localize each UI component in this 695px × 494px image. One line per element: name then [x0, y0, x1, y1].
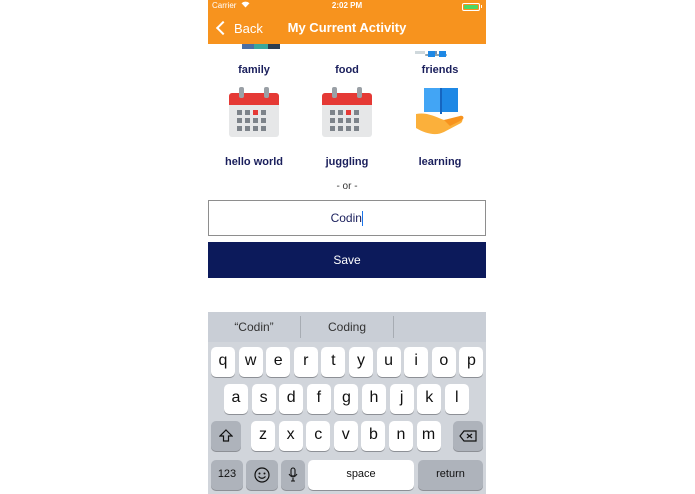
- activity-friends[interactable]: [394, 44, 486, 80]
- key-g[interactable]: g: [334, 384, 358, 414]
- key-l[interactable]: l: [445, 384, 469, 414]
- page-title: My Current Activity: [287, 20, 407, 35]
- shift-icon: [219, 429, 233, 443]
- keyboard: [208, 312, 486, 494]
- key-e[interactable]: e: [266, 347, 290, 377]
- calendar-icon: [229, 87, 279, 137]
- return-key[interactable]: return: [418, 460, 483, 490]
- key-k[interactable]: k: [417, 384, 441, 414]
- key-x[interactable]: x: [279, 421, 303, 451]
- shift-key[interactable]: [211, 421, 241, 451]
- emoji-icon: [254, 467, 270, 483]
- key-q[interactable]: q: [211, 347, 235, 377]
- emoji-key[interactable]: [246, 460, 278, 490]
- microphone-icon: [288, 467, 298, 483]
- dictation-key[interactable]: [281, 460, 305, 490]
- status-bar: [208, 0, 486, 12]
- key-z[interactable]: z: [251, 421, 275, 451]
- back-label: Back: [234, 20, 263, 36]
- suggestion-item[interactable]: Coding: [327, 320, 367, 334]
- or-separator: - or -: [336, 181, 358, 192]
- key-j[interactable]: j: [390, 384, 414, 414]
- backspace-icon: [459, 430, 477, 442]
- numbers-key[interactable]: 123: [211, 460, 243, 490]
- battery-icon: [462, 3, 480, 11]
- key-m[interactable]: m: [417, 421, 441, 451]
- key-a[interactable]: a: [224, 384, 248, 414]
- key-c[interactable]: c: [306, 421, 330, 451]
- key-r[interactable]: r: [294, 347, 318, 377]
- calendar-icon: [322, 87, 372, 137]
- key-b[interactable]: b: [361, 421, 385, 451]
- activity-label: juggling: [325, 156, 369, 168]
- activity-label: learning: [418, 156, 462, 168]
- family-icon: [242, 44, 288, 49]
- friends-icon: [428, 44, 448, 50]
- key-s[interactable]: s: [252, 384, 276, 414]
- activity-label: hello world: [224, 156, 284, 168]
- save-button[interactable]: Save: [208, 242, 486, 278]
- key-d[interactable]: d: [279, 384, 303, 414]
- key-v[interactable]: v: [334, 421, 358, 451]
- input-value: Codin: [330, 211, 362, 225]
- space-key[interactable]: space: [308, 460, 414, 490]
- suggestion-item[interactable]: “Codin”: [234, 320, 274, 334]
- backspace-key[interactable]: [453, 421, 483, 451]
- book-hand-icon: [414, 86, 466, 142]
- suggestion-item[interactable]: [394, 312, 486, 342]
- activity-label: food: [335, 64, 359, 76]
- key-u[interactable]: u: [377, 347, 401, 377]
- activity-text-field[interactable]: [208, 200, 486, 236]
- activity-label: friends: [421, 64, 459, 76]
- phone-screen: [208, 0, 486, 494]
- key-n[interactable]: n: [389, 421, 413, 451]
- key-w[interactable]: w: [239, 347, 263, 377]
- carrier-label: Carrier: [212, 1, 237, 10]
- text-cursor: [362, 211, 364, 226]
- activity-family[interactable]: [208, 44, 300, 80]
- activity-food[interactable]: [301, 44, 393, 80]
- activity-learning[interactable]: [394, 86, 486, 172]
- status-time: 2:02 PM: [331, 1, 363, 10]
- key-t[interactable]: t: [321, 347, 345, 377]
- suggestion-bar: [208, 312, 486, 342]
- navigation-bar: [208, 12, 486, 44]
- key-f[interactable]: f: [307, 384, 331, 414]
- activity-juggling[interactable]: [301, 86, 393, 172]
- activity-hello-world[interactable]: [208, 86, 300, 172]
- key-y[interactable]: y: [349, 347, 373, 377]
- key-i[interactable]: i: [404, 347, 428, 377]
- key-h[interactable]: h: [362, 384, 386, 414]
- activity-label: family: [238, 64, 270, 76]
- key-p[interactable]: p: [459, 347, 483, 377]
- key-o[interactable]: o: [432, 347, 456, 377]
